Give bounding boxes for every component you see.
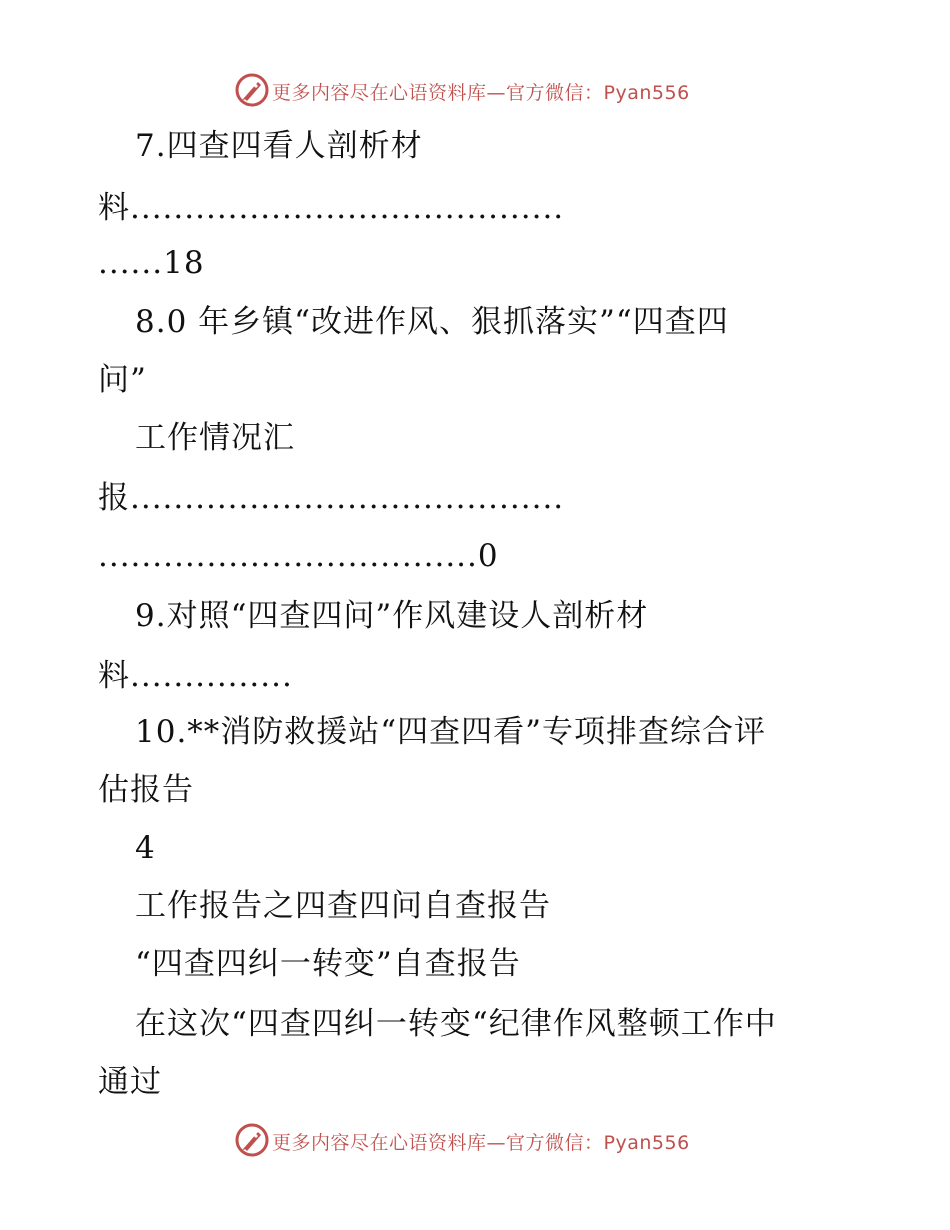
toc-line: 8.0 年乡镇“改进作风、狠抓落实”“四查四: [135, 304, 729, 340]
toc-line: 9.对照“四查四问”作风建设人剖析材: [135, 598, 649, 634]
toc-line: 7.四查四看人剖析材: [135, 128, 423, 164]
toc-line: ......18: [98, 245, 205, 281]
toc-line: 料...............: [98, 658, 293, 694]
pen-nib-icon: [234, 72, 270, 108]
heading-line: “四查四纠一转变”自查报告: [135, 946, 521, 982]
toc-line: 报........................................: [98, 480, 565, 516]
toc-line: 4: [135, 830, 156, 866]
body-line: 通过: [98, 1064, 162, 1100]
pen-nib-icon: [234, 1122, 270, 1158]
toc-line: 估报告: [98, 772, 194, 808]
watermark-text: 更多内容尽在心语资料库—官方微信：Pyan556: [272, 82, 690, 104]
toc-line: 问”: [98, 362, 147, 398]
watermark-banner-bottom: [0, 1120, 950, 1160]
toc-line: ...................................0: [98, 538, 499, 574]
body-line: 在这次“四查四纠一转变“纪律作风整顿工作中: [135, 1006, 777, 1042]
toc-line: 工作情况汇: [135, 420, 295, 456]
heading-line: 工作报告之四查四问自查报告: [135, 888, 551, 924]
watermark-text: 更多内容尽在心语资料库—官方微信：Pyan556: [272, 1132, 690, 1154]
watermark-banner-top: [0, 70, 950, 110]
toc-line: 料........................................: [98, 190, 565, 226]
toc-line: 10.**消防救援站“四查四看”专项排查综合评: [135, 714, 766, 750]
